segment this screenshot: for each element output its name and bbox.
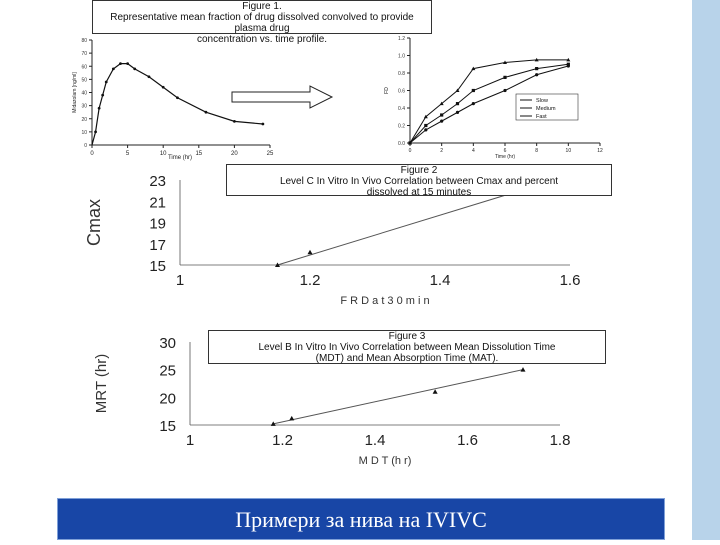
x-tick-label: 8	[535, 148, 539, 154]
point-slow	[472, 102, 475, 105]
plasma-point	[112, 67, 115, 70]
plasma-point	[98, 107, 101, 110]
plasma-curve	[92, 64, 263, 145]
x-tick-label: 4	[471, 148, 475, 154]
y-tick-label: 60	[81, 64, 87, 71]
figure2-title-line1: Level C In Vitro In Vivo Correlation between Cmax and percent	[279, 176, 559, 187]
x-tick-label: 1.6	[457, 432, 478, 449]
side-accent-bar	[692, 0, 720, 540]
x-tick-label: 25	[266, 151, 274, 157]
point-slow	[503, 89, 506, 92]
x-tick-label: 5	[125, 151, 130, 157]
y-axis-label: FD	[384, 87, 390, 94]
x-tick-label: 1.8	[549, 432, 571, 449]
y-tick-label: 1.0	[398, 53, 405, 60]
y-axis-label: MRT (hr)	[93, 353, 110, 414]
figure3-title-line2: (MDT) and Mean Absorption Time (MAT).	[315, 353, 499, 364]
figure3-title-line1: Level B In Vitro In Vivo Correlation between Mean Dissolution Time	[258, 342, 556, 353]
x-tick-label: 0	[90, 151, 94, 157]
figure1-title-line2: concentration vs. time profile.	[196, 34, 328, 45]
point-medium	[535, 67, 538, 70]
x-tick-label: 1.2	[299, 272, 321, 289]
y-tick-label: 17	[149, 236, 166, 254]
point-medium	[440, 113, 443, 116]
figure3-label: Figure 3	[388, 331, 426, 342]
point-medium	[424, 124, 427, 127]
x-tick-label: 1.2	[272, 432, 293, 449]
data-point	[289, 416, 294, 421]
x-tick-label: 12	[597, 148, 603, 154]
y-tick-label: 20	[159, 390, 176, 408]
figure1-label: Figure 1.	[242, 1, 282, 12]
figure2-title-box	[226, 164, 612, 196]
point-medium	[472, 89, 475, 92]
plasma-point	[126, 62, 129, 65]
plasma-point	[119, 62, 122, 65]
figure3-title-box	[208, 330, 606, 364]
point-medium	[567, 63, 570, 66]
y-tick-label: 0.8	[398, 71, 405, 77]
x-tick-label: 1	[185, 432, 195, 449]
y-tick-label: 0	[84, 143, 87, 149]
y-tick-label: 1.2	[398, 36, 405, 42]
x-tick-label: 15	[195, 151, 203, 157]
y-tick-label: 0.0	[398, 141, 405, 147]
plasma-point	[105, 81, 108, 84]
figure1-title-line1: Representative mean fraction of drug dissolved convolved to provide plasma drug	[110, 12, 414, 34]
y-axis-label: Cmax	[84, 198, 104, 247]
plasma-point	[101, 94, 104, 97]
y-tick-label: 80	[81, 38, 87, 44]
y-tick-label: 15	[159, 418, 176, 435]
plasma-point	[205, 111, 208, 114]
y-tick-label: 10	[81, 129, 87, 136]
data-point	[521, 367, 526, 372]
x-tick-label: 1	[175, 272, 185, 289]
plasma-point	[94, 130, 97, 133]
plasma-point	[162, 86, 165, 89]
data-point	[433, 389, 438, 394]
y-tick-label: 20	[81, 116, 87, 123]
x-tick-label: 0	[408, 148, 412, 154]
convolution-arrow	[232, 86, 332, 108]
x-tick-label: 1.6	[559, 272, 581, 289]
figure2-title-line2: dissolved at 15 minutes	[366, 187, 472, 198]
y-tick-label: 23	[149, 173, 166, 190]
x-tick-label: 1.4	[364, 432, 386, 449]
legend-label: Slow	[536, 98, 548, 104]
point-medium	[503, 76, 506, 79]
y-axis-label: Midazolam [ng/ml]	[72, 72, 78, 113]
plasma-point	[233, 120, 236, 123]
y-tick-label: 40	[81, 90, 87, 97]
figure2-label: Figure 2	[400, 165, 438, 176]
x-axis-label: F R D a t 3 0 m i n	[340, 295, 430, 307]
y-tick-label: 21	[149, 194, 166, 212]
slide-caption: Примери за нива на IVIVC	[57, 498, 665, 540]
point-slow	[440, 120, 443, 123]
plasma-point	[133, 67, 136, 70]
point-medium	[456, 102, 459, 105]
x-tick-label: 20	[231, 151, 238, 157]
y-tick-label: 0.4	[398, 106, 405, 112]
x-tick-label: 2	[440, 148, 444, 154]
legend-label: Medium	[536, 106, 556, 112]
x-tick-label: 6	[503, 148, 507, 154]
x-axis-label: Time (hr)	[167, 155, 193, 161]
y-tick-label: 30	[81, 103, 87, 110]
x-axis-label: Time (hr)	[494, 154, 516, 160]
dissolution-profile-chart	[384, 36, 603, 160]
x-tick-label: 10	[565, 148, 572, 154]
y-tick-label: 30	[159, 335, 176, 352]
trendline	[273, 370, 523, 424]
plasma-point	[261, 123, 264, 126]
y-tick-label: 70	[81, 51, 87, 58]
y-tick-label: 0.6	[398, 88, 405, 95]
x-tick-label: 10	[159, 151, 167, 157]
y-tick-label: 19	[149, 215, 166, 233]
legend-label: Fast	[536, 114, 547, 120]
point-slow	[535, 73, 538, 76]
point-slow	[456, 111, 459, 114]
y-tick-label: 50	[81, 77, 87, 84]
y-tick-label: 0.2	[398, 123, 405, 130]
x-tick-label: 1.4	[429, 272, 451, 289]
y-tick-label: 25	[159, 362, 176, 380]
data-point	[308, 250, 313, 255]
plasma-point	[148, 75, 151, 78]
x-axis-label: M D T (h r)	[358, 455, 412, 467]
plasma-point	[176, 96, 179, 99]
point-slow	[424, 128, 427, 131]
y-tick-label: 15	[149, 258, 166, 275]
